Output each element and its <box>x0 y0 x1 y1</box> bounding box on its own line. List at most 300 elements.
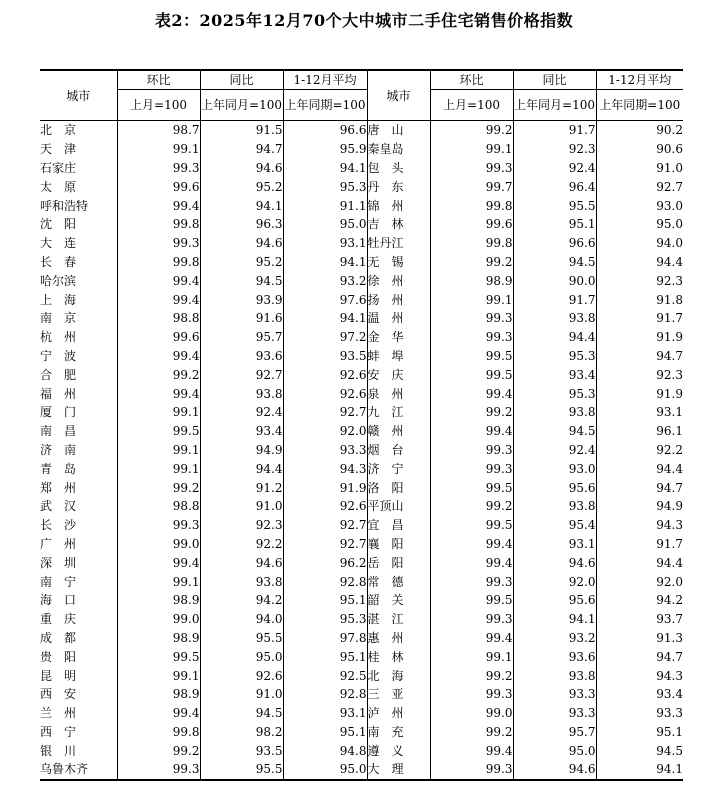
left-city-name: 太 原 <box>40 177 117 196</box>
left-city-name: 海 口 <box>40 591 117 610</box>
left-yoy-value: 94.4 <box>200 459 283 478</box>
right-avg-value: 94.1 <box>596 760 683 780</box>
left-yoy-value: 95.0 <box>200 647 283 666</box>
right-city-name: 九 江 <box>367 403 430 422</box>
left-avg-value: 92.6 <box>283 384 367 403</box>
left-city-name: 杭 州 <box>40 328 117 347</box>
left-yoy-value: 91.2 <box>200 478 283 497</box>
right-city-name: 济 宁 <box>367 459 430 478</box>
left-yoy-value: 95.2 <box>200 177 283 196</box>
left-avg-value: 94.1 <box>283 309 367 328</box>
left-city-name: 长 春 <box>40 253 117 272</box>
right-yoy-value: 93.2 <box>513 629 596 648</box>
left-yoy-value: 92.7 <box>200 365 283 384</box>
right-yoy-value: 93.3 <box>513 704 596 723</box>
left-city-name: 西 安 <box>40 685 117 704</box>
right-city-name: 泉 州 <box>367 384 430 403</box>
right-yoy-value: 90.0 <box>513 271 596 290</box>
left-mom-value: 99.1 <box>117 441 200 460</box>
table-body <box>40 121 683 780</box>
right-avg-value: 94.4 <box>656 461 683 476</box>
left-avg-value: 95.3 <box>283 610 367 629</box>
table-row <box>40 384 683 403</box>
right-yoy-value: 95.5 <box>513 196 596 215</box>
left-city-name: 合 肥 <box>40 365 117 384</box>
left-yoy-value: 92.2 <box>200 535 283 554</box>
left-yoy-value: 94.5 <box>200 704 283 723</box>
right-avg-value: 94.9 <box>656 499 683 514</box>
left-mom-value: 98.8 <box>117 497 200 516</box>
right-mom-value: 99.8 <box>430 196 513 215</box>
right-mom-value: 99.2 <box>430 403 513 422</box>
left-mom-value: 99.4 <box>117 271 200 290</box>
right-mom-value: 99.4 <box>430 553 513 572</box>
table-row <box>40 290 683 309</box>
left-city-name: 济 南 <box>40 441 117 460</box>
city-header-left: 城市 <box>40 70 117 121</box>
left-yoy-value: 92.3 <box>200 516 283 535</box>
table-row <box>40 177 683 196</box>
table-row <box>40 253 683 272</box>
left-yoy-value: 93.5 <box>200 741 283 760</box>
mom-base-right: 上月=100 <box>430 90 513 121</box>
right-city-name: 温 州 <box>367 309 430 328</box>
right-avg-value: 95.1 <box>656 724 683 739</box>
table-row <box>40 723 683 742</box>
right-yoy-value: 95.3 <box>513 347 596 366</box>
right-mom-value: 98.9 <box>430 271 513 290</box>
left-yoy-value: 91.0 <box>200 497 283 516</box>
left-mom-value: 99.8 <box>117 723 200 742</box>
right-mom-value: 99.3 <box>430 760 513 780</box>
right-yoy-value: 93.6 <box>513 647 596 666</box>
left-mom-value: 98.9 <box>117 591 200 610</box>
left-yoy-value: 95.5 <box>200 760 283 780</box>
left-avg-value: 91.1 <box>283 196 367 215</box>
right-yoy-value: 93.8 <box>513 309 596 328</box>
table-row <box>40 704 683 723</box>
right-avg-value: 94.4 <box>656 254 683 269</box>
table-row <box>40 760 683 780</box>
left-mom-value: 99.4 <box>117 347 200 366</box>
right-avg-value: 91.3 <box>656 630 683 645</box>
right-yoy-value: 92.4 <box>513 159 596 178</box>
left-yoy-value: 92.4 <box>200 403 283 422</box>
right-avg-value: 94.3 <box>656 518 683 533</box>
left-city-name: 昆 明 <box>40 666 117 685</box>
right-mom-value: 99.7 <box>430 177 513 196</box>
right-avg-value: 95.0 <box>656 217 683 232</box>
left-yoy-value: 93.6 <box>200 347 283 366</box>
table-row <box>40 666 683 685</box>
left-mom-value: 99.4 <box>117 196 200 215</box>
left-yoy-value: 94.0 <box>200 610 283 629</box>
left-avg-value: 93.5 <box>283 347 367 366</box>
left-avg-value: 95.9 <box>283 140 367 159</box>
right-mom-value: 99.3 <box>430 459 513 478</box>
left-mom-value: 99.0 <box>117 535 200 554</box>
left-yoy-value: 96.3 <box>200 215 283 234</box>
right-mom-value: 99.4 <box>430 741 513 760</box>
avg-header-left: 1-12月平均 <box>283 70 367 90</box>
table-row <box>40 365 683 384</box>
left-yoy-value: 94.9 <box>200 441 283 460</box>
left-city-name: 郑 州 <box>40 478 117 497</box>
right-mom-value: 99.2 <box>430 497 513 516</box>
right-city-name: 南 充 <box>367 723 430 742</box>
left-yoy-value: 91.0 <box>200 685 283 704</box>
left-city-name: 天 津 <box>40 140 117 159</box>
left-city-name: 西 宁 <box>40 723 117 742</box>
right-avg-value: 96.1 <box>656 424 683 439</box>
right-mom-value: 99.5 <box>430 365 513 384</box>
left-yoy-value: 94.2 <box>200 591 283 610</box>
left-avg-value: 92.7 <box>283 535 367 554</box>
right-yoy-value: 92.0 <box>513 572 596 591</box>
left-mom-value: 99.8 <box>117 253 200 272</box>
table-row <box>40 403 683 422</box>
table-row <box>40 234 683 253</box>
table-row <box>40 159 683 178</box>
table-row <box>40 572 683 591</box>
table-row <box>40 459 683 478</box>
left-city-name: 呼和浩特 <box>40 196 117 215</box>
left-avg-value: 94.3 <box>283 459 367 478</box>
left-city-name: 福 州 <box>40 384 117 403</box>
right-avg-value: 94.4 <box>656 555 683 570</box>
right-yoy-value: 93.8 <box>513 403 596 422</box>
right-avg-value: 93.3 <box>656 706 683 721</box>
right-yoy-value: 94.4 <box>513 328 596 347</box>
avg-base-left: 上年同期=100 <box>283 90 367 121</box>
right-yoy-value: 93.4 <box>513 365 596 384</box>
left-mom-value: 99.4 <box>117 704 200 723</box>
left-avg-value: 94.1 <box>283 159 367 178</box>
right-city-name: 宜 昌 <box>367 516 430 535</box>
left-avg-value: 92.8 <box>283 572 367 591</box>
right-avg-value: 90.6 <box>656 142 683 157</box>
right-yoy-value: 94.5 <box>513 422 596 441</box>
right-avg-value: 92.0 <box>656 574 683 589</box>
right-mom-value: 99.2 <box>430 666 513 685</box>
left-city-name: 宁 波 <box>40 347 117 366</box>
left-mom-value: 99.1 <box>117 140 200 159</box>
right-yoy-value: 96.6 <box>513 234 596 253</box>
table-row <box>40 497 683 516</box>
right-avg-value: 94.0 <box>656 236 683 251</box>
right-city-name: 襄 阳 <box>367 535 430 554</box>
left-city-name: 哈尔滨 <box>40 271 117 290</box>
left-yoy-value: 93.8 <box>200 384 283 403</box>
left-mom-value: 99.4 <box>117 384 200 403</box>
left-city-name: 上 海 <box>40 290 117 309</box>
right-mom-value: 99.1 <box>430 290 513 309</box>
right-mom-value: 99.3 <box>430 572 513 591</box>
left-avg-value: 97.6 <box>283 290 367 309</box>
yoy-base-left: 上年同月=100 <box>200 90 283 121</box>
right-yoy-value: 95.1 <box>513 215 596 234</box>
right-city-name: 安 庆 <box>367 365 430 384</box>
right-yoy-value: 91.7 <box>513 121 596 140</box>
left-mom-value: 99.2 <box>117 365 200 384</box>
left-city-name: 成 都 <box>40 629 117 648</box>
right-avg-value: 92.3 <box>656 367 683 382</box>
right-mom-value: 99.0 <box>430 704 513 723</box>
right-avg-value: 94.2 <box>656 593 683 608</box>
table-row <box>40 685 683 704</box>
right-yoy-value: 94.1 <box>513 610 596 629</box>
left-avg-value: 93.2 <box>283 271 367 290</box>
right-yoy-value: 93.8 <box>513 666 596 685</box>
table-title: 表2：2025年12月70个大中城市二手住宅销售价格指数 <box>154 11 574 30</box>
right-avg-value: 94.7 <box>656 348 683 363</box>
price-index-table <box>40 69 683 781</box>
right-avg-value: 91.7 <box>656 536 683 551</box>
left-mom-value: 99.5 <box>117 422 200 441</box>
left-mom-value: 99.1 <box>117 666 200 685</box>
right-yoy-value: 94.6 <box>513 760 596 780</box>
table-row <box>40 196 683 215</box>
avg-base-right: 上年同期=100 <box>596 90 683 121</box>
right-yoy-value: 93.3 <box>513 685 596 704</box>
mom-base-left: 上月=100 <box>117 90 200 121</box>
right-mom-value: 99.1 <box>430 140 513 159</box>
left-mom-value: 99.5 <box>117 647 200 666</box>
left-city-name: 深 圳 <box>40 553 117 572</box>
right-yoy-value: 94.6 <box>513 553 596 572</box>
right-city-name: 包 头 <box>367 159 430 178</box>
left-mom-value: 99.6 <box>117 177 200 196</box>
right-yoy-value: 95.0 <box>513 741 596 760</box>
left-avg-value: 94.8 <box>283 741 367 760</box>
left-yoy-value: 91.5 <box>200 121 283 140</box>
left-mom-value: 98.9 <box>117 629 200 648</box>
right-city-name: 烟 台 <box>367 441 430 460</box>
right-avg-value: 94.3 <box>656 668 683 683</box>
left-city-name: 北 京 <box>40 121 117 140</box>
right-mom-value: 99.5 <box>430 516 513 535</box>
table-row <box>40 271 683 290</box>
right-mom-value: 99.4 <box>430 422 513 441</box>
right-city-name: 北 海 <box>367 666 430 685</box>
right-city-name: 赣 州 <box>367 422 430 441</box>
left-mom-value: 99.3 <box>117 159 200 178</box>
left-avg-value: 92.7 <box>283 403 367 422</box>
left-mom-value: 99.3 <box>117 234 200 253</box>
right-yoy-value: 95.4 <box>513 516 596 535</box>
right-city-name: 遵 义 <box>367 741 430 760</box>
right-city-name: 唐 山 <box>367 121 430 140</box>
right-mom-value: 99.3 <box>430 610 513 629</box>
left-city-name: 南 京 <box>40 309 117 328</box>
left-avg-value: 92.5 <box>283 666 367 685</box>
left-city-name: 乌鲁木齐 <box>40 760 117 780</box>
right-mom-value: 99.2 <box>430 253 513 272</box>
left-avg-value: 96.6 <box>283 121 367 140</box>
left-mom-value: 98.8 <box>117 309 200 328</box>
right-yoy-value: 96.4 <box>513 177 596 196</box>
right-avg-value: 94.5 <box>656 743 683 758</box>
table-row <box>40 741 683 760</box>
left-yoy-value: 94.6 <box>200 553 283 572</box>
right-avg-value: 92.3 <box>656 273 683 288</box>
right-yoy-value: 94.5 <box>513 253 596 272</box>
left-city-name: 沈 阳 <box>40 215 117 234</box>
right-city-name: 牡丹江 <box>367 234 430 253</box>
right-mom-value: 99.5 <box>430 347 513 366</box>
right-mom-value: 99.6 <box>430 215 513 234</box>
right-city-name: 丹 东 <box>367 177 430 196</box>
right-yoy-value: 92.4 <box>513 441 596 460</box>
left-avg-value: 93.1 <box>283 234 367 253</box>
left-avg-value: 91.9 <box>283 478 367 497</box>
right-city-name: 常 德 <box>367 572 430 591</box>
yoy-header-right: 同比 <box>513 70 596 90</box>
right-city-name: 平顶山 <box>367 497 430 516</box>
right-city-name: 秦皇岛 <box>367 140 430 159</box>
table-row <box>40 328 683 347</box>
left-yoy-value: 94.6 <box>200 159 283 178</box>
left-mom-value: 99.3 <box>117 516 200 535</box>
left-yoy-value: 98.2 <box>200 723 283 742</box>
left-city-name: 南 宁 <box>40 572 117 591</box>
left-mom-value: 99.2 <box>117 741 200 760</box>
left-mom-value: 99.8 <box>117 215 200 234</box>
right-city-name: 蚌 埠 <box>367 347 430 366</box>
left-mom-value: 99.0 <box>117 610 200 629</box>
right-mom-value: 99.1 <box>430 647 513 666</box>
left-mom-value: 99.3 <box>117 760 200 780</box>
right-city-name: 大 理 <box>367 760 430 780</box>
left-city-name: 石家庄 <box>40 159 117 178</box>
left-yoy-value: 94.7 <box>200 140 283 159</box>
left-avg-value: 95.0 <box>283 760 367 780</box>
right-avg-value: 91.9 <box>656 330 683 345</box>
table-row <box>40 610 683 629</box>
left-yoy-value: 93.4 <box>200 422 283 441</box>
right-city-name: 韶 关 <box>367 591 430 610</box>
left-mom-value: 98.7 <box>117 121 200 140</box>
table-row <box>40 347 683 366</box>
right-mom-value: 99.3 <box>430 441 513 460</box>
left-mom-value: 99.1 <box>117 572 200 591</box>
left-avg-value: 95.1 <box>283 591 367 610</box>
yoy-header-left: 同比 <box>200 70 283 90</box>
left-city-name: 大 连 <box>40 234 117 253</box>
right-city-name: 金 华 <box>367 328 430 347</box>
right-yoy-value: 95.3 <box>513 384 596 403</box>
left-avg-value: 93.3 <box>283 441 367 460</box>
right-city-name: 徐 州 <box>367 271 430 290</box>
mom-header-right: 环比 <box>430 70 513 90</box>
right-avg-value: 94.7 <box>656 480 683 495</box>
right-city-name: 三 亚 <box>367 685 430 704</box>
left-yoy-value: 94.5 <box>200 271 283 290</box>
right-city-name: 岳 阳 <box>367 553 430 572</box>
right-yoy-value: 92.3 <box>513 140 596 159</box>
left-avg-value: 94.1 <box>283 253 367 272</box>
left-mom-value: 99.4 <box>117 290 200 309</box>
left-city-name: 厦 门 <box>40 403 117 422</box>
right-yoy-value: 95.6 <box>513 478 596 497</box>
right-avg-value: 93.7 <box>656 612 683 627</box>
table-row <box>40 516 683 535</box>
left-city-name: 南 昌 <box>40 422 117 441</box>
mom-header-left: 环比 <box>117 70 200 90</box>
right-yoy-value: 93.0 <box>513 459 596 478</box>
table-row <box>40 422 683 441</box>
left-city-name: 青 岛 <box>40 459 117 478</box>
right-avg-value: 93.4 <box>656 687 683 702</box>
left-avg-value: 95.1 <box>283 723 367 742</box>
right-avg-value: 91.8 <box>656 292 683 307</box>
right-mom-value: 99.4 <box>430 629 513 648</box>
left-avg-value: 92.6 <box>283 497 367 516</box>
right-city-name: 吉 林 <box>367 215 430 234</box>
left-city-name: 广 州 <box>40 535 117 554</box>
left-yoy-value: 94.6 <box>200 234 283 253</box>
left-mom-value: 99.1 <box>117 459 200 478</box>
left-avg-value: 92.7 <box>283 516 367 535</box>
right-yoy-value: 93.1 <box>513 535 596 554</box>
right-city-name: 扬 州 <box>367 290 430 309</box>
left-avg-value: 93.1 <box>283 704 367 723</box>
left-yoy-value: 95.5 <box>200 629 283 648</box>
left-city-name: 贵 阳 <box>40 647 117 666</box>
left-yoy-value: 91.6 <box>200 309 283 328</box>
right-yoy-value: 93.8 <box>513 497 596 516</box>
left-city-name: 长 沙 <box>40 516 117 535</box>
table-row <box>40 215 683 234</box>
right-avg-value: 92.7 <box>656 179 683 194</box>
avg-header-right: 1-12月平均 <box>596 70 683 90</box>
right-mom-value: 99.5 <box>430 478 513 497</box>
table-row <box>40 647 683 666</box>
left-avg-value: 95.1 <box>283 647 367 666</box>
table-row <box>40 140 683 159</box>
yoy-base-right: 上年同月=100 <box>513 90 596 121</box>
right-mom-value: 99.3 <box>430 685 513 704</box>
left-mom-value: 99.1 <box>117 403 200 422</box>
table-row <box>40 309 683 328</box>
right-city-name: 湛 江 <box>367 610 430 629</box>
right-mom-value: 99.3 <box>430 309 513 328</box>
right-mom-value: 99.4 <box>430 535 513 554</box>
right-avg-value: 93.1 <box>656 405 683 420</box>
left-city-name: 武 汉 <box>40 497 117 516</box>
right-avg-value: 93.0 <box>656 198 683 213</box>
table-row <box>40 535 683 554</box>
left-yoy-value: 95.2 <box>200 253 283 272</box>
table-row <box>40 121 683 140</box>
left-yoy-value: 93.9 <box>200 290 283 309</box>
right-mom-value: 99.3 <box>430 328 513 347</box>
right-mom-value: 99.4 <box>430 384 513 403</box>
left-mom-value: 98.9 <box>117 685 200 704</box>
table-row <box>40 441 683 460</box>
right-mom-value: 99.5 <box>430 591 513 610</box>
left-yoy-value: 92.6 <box>200 666 283 685</box>
left-yoy-value: 93.8 <box>200 572 283 591</box>
left-avg-value: 97.8 <box>283 629 367 648</box>
left-avg-value: 95.0 <box>283 215 367 234</box>
table-row <box>40 629 683 648</box>
right-city-name: 洛 阳 <box>367 478 430 497</box>
left-avg-value: 92.8 <box>283 685 367 704</box>
left-yoy-value: 94.1 <box>200 196 283 215</box>
right-city-name: 泸 州 <box>367 704 430 723</box>
right-yoy-value: 95.6 <box>513 591 596 610</box>
